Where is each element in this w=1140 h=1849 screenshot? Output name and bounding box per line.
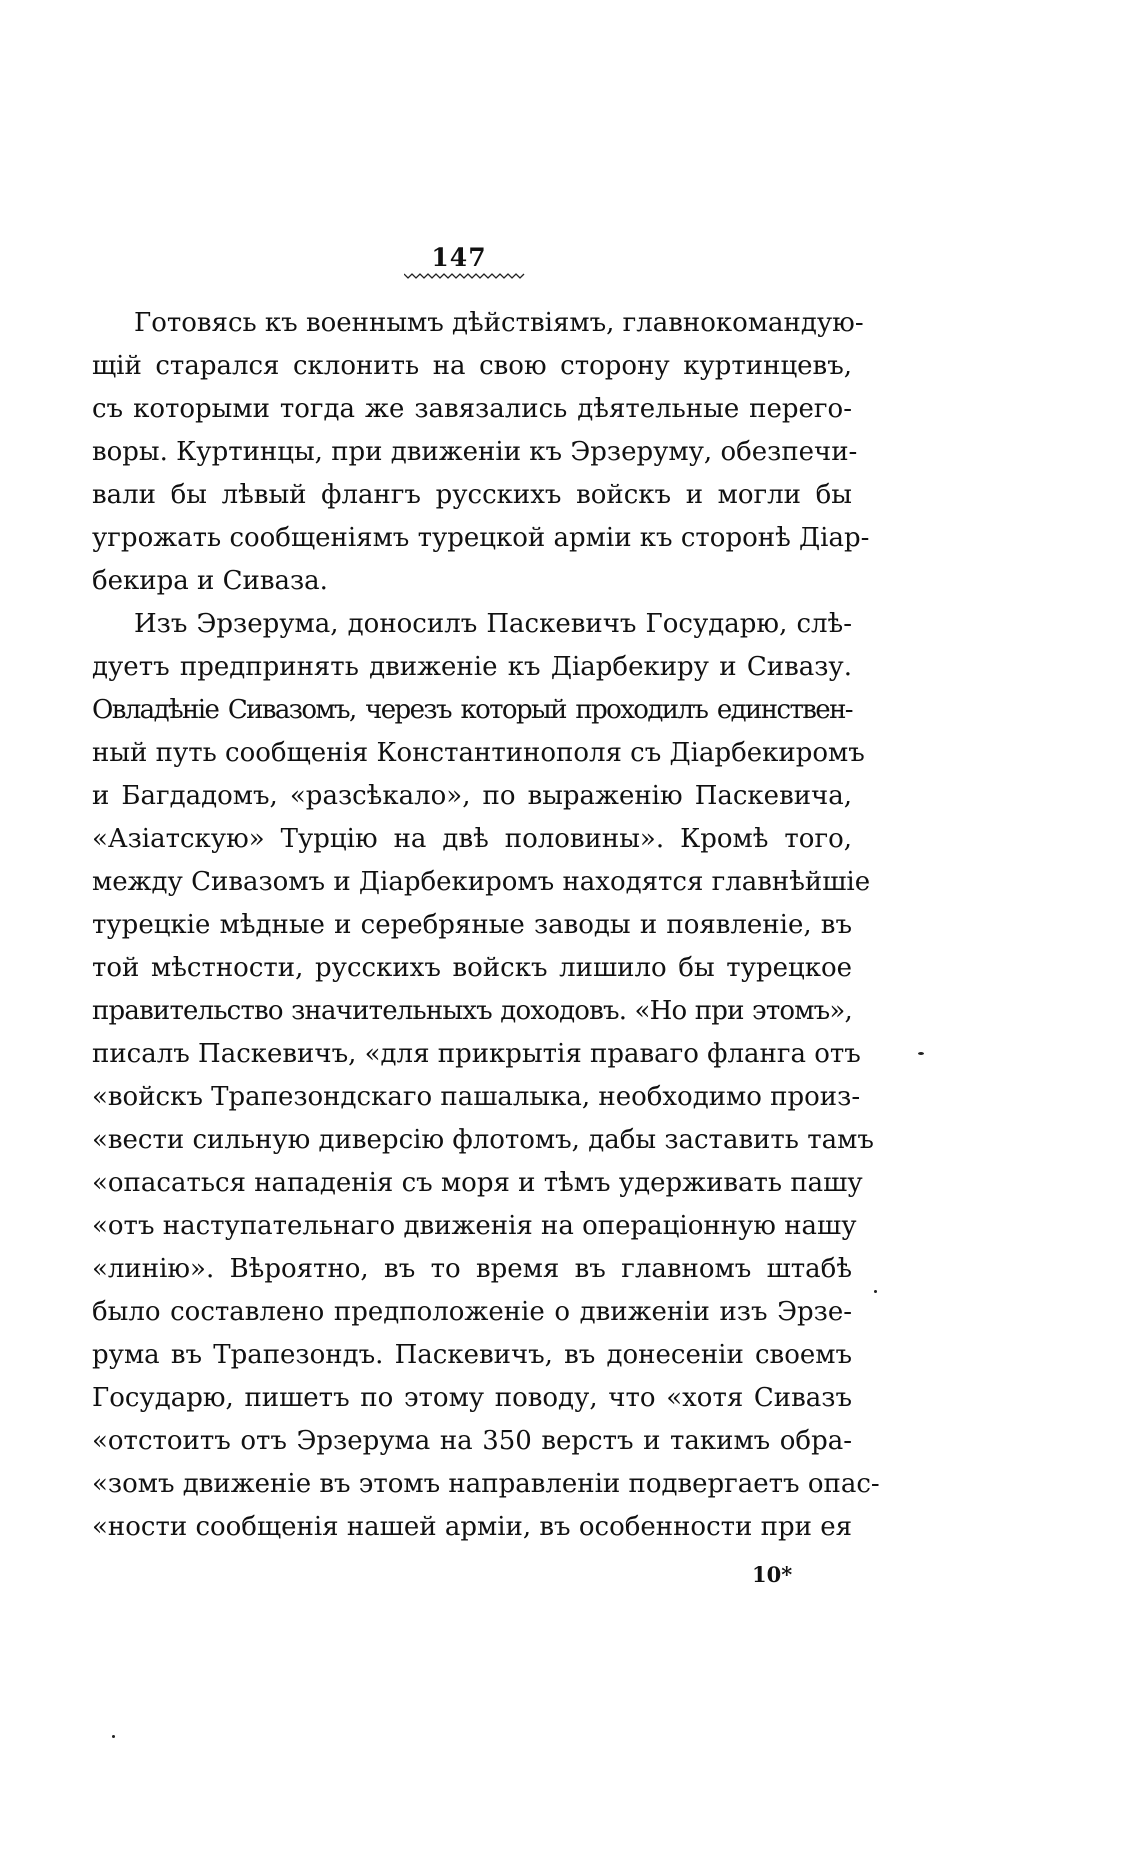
text-line: щій старался склонить на свою сторону куртинцевъ, <box>92 351 852 381</box>
scan-speck <box>112 1735 115 1738</box>
text-line: «отстоитъ отъ Эрзерума на 350 верстъ и такимъ обра- <box>92 1426 852 1456</box>
text-line: ный путь сообщенія Константинополя съ Діарбекиромъ <box>92 738 865 768</box>
text-line: воры. Куртинцы, при движеніи къ Эрзеруму, обезпечи- <box>92 437 858 467</box>
page-number-ornament-rule <box>404 272 526 280</box>
page-number: 147 <box>431 243 487 272</box>
text-line: Изъ Эрзерума, доносилъ Паскевичъ Государю, слѣ- <box>134 609 852 639</box>
text-line: Готовясь къ военнымъ дѣйствіямъ, главнокомандую- <box>134 308 864 338</box>
printer-signature-mark: 10* <box>752 1562 793 1587</box>
text-line: «отъ наступательнаго движенія на операціонную нашу <box>92 1211 857 1241</box>
text-line: угрожать сообщеніямъ турецкой арміи къ сторонѣ Діар- <box>92 523 870 553</box>
text-line: и Багдадомъ, «разсѣкало», по выраженію Паскевича, <box>92 781 852 811</box>
text-line: «зомъ движеніе въ этомъ направленіи подвергаетъ опас- <box>92 1469 880 1499</box>
text-line: «опасаться нападенія съ моря и тѣмъ удерживать пашу <box>92 1168 863 1198</box>
text-line: той мѣстности, русскихъ войскъ лишило бы турецкое <box>92 953 852 983</box>
text-line: «линію». Вѣроятно, въ то время въ главномъ штабѣ <box>92 1254 852 1284</box>
text-line: правительство значительныхъ доходовъ. «Но при этомъ», <box>92 996 852 1026</box>
text-line: вали бы лѣвый флангъ русскихъ войскъ и могли бы <box>92 480 852 510</box>
text-line: «войскъ Трапезондскаго пашалыка, необходимо произ- <box>92 1082 861 1112</box>
text-line: турецкіе мѣдные и серебряные заводы и появленіе, въ <box>92 910 852 940</box>
text-line: «ности сообщенія нашей арміи, въ особенности при ея <box>92 1512 852 1542</box>
text-line: рума въ Трапезондъ. Паскевичъ, въ донесеніи своемъ <box>92 1340 852 1370</box>
text-line: дуетъ предпринять движеніе къ Діарбекиру и Сивазу. <box>92 652 852 682</box>
text-line: бекира и Сиваза. <box>92 566 328 596</box>
text-line: было составлено предположеніе о движеніи изъ Эрзе- <box>92 1297 852 1327</box>
text-line: «вести сильную диверсію флотомъ, дабы заставить тамъ <box>92 1125 874 1155</box>
text-line: Государю, пишетъ по этому поводу, что «хотя Сивазъ <box>92 1383 852 1413</box>
scan-speck <box>918 1052 924 1055</box>
body-text <box>92 302 880 1549</box>
text-line: съ которыми тогда же завязались дѣятельные перего- <box>92 394 852 424</box>
scan-speck <box>874 1290 877 1293</box>
text-line: писалъ Паскевичъ, «для прикрытія праваго фланга отъ <box>92 1039 861 1069</box>
text-line: между Сивазомъ и Діарбекиромъ находятся главнѣйшіе <box>92 867 871 897</box>
text-line: «Азіатскую» Турцію на двѣ половины». Кромѣ того, <box>92 824 852 854</box>
text-line: Овладѣніе Сивазомъ, черезъ который проходилъ единствен- <box>92 695 852 725</box>
